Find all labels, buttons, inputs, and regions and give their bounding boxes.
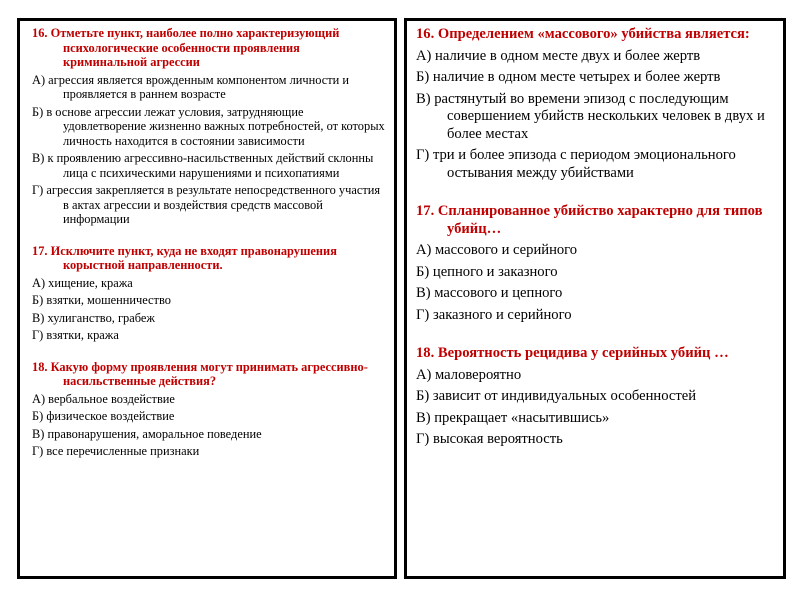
right-q17-answer-c: В) массового и цепного: [416, 285, 563, 301]
right-q16-answer-c: В) растянутый во времени эпизод с последующим совершением убийств нескольких человек в двух и более местах: [416, 90, 765, 142]
right-q16-answer-b: Б) наличие в одном месте четырех и более жертв: [416, 69, 721, 85]
right-q16-question: 16. Определением «массового» убийства является:: [416, 26, 750, 42]
right-q16-answer-d: Г) три и более эпизода с периодом эмоционального остывания между убийствами: [416, 147, 736, 181]
right-q17-answer-d: Г) заказного и серийного: [416, 306, 572, 323]
left-q17-answer-d: Г) взятки, кража: [32, 328, 119, 342]
right-q16-answer-a: А) наличие в одном месте двух и более жертв: [416, 47, 701, 64]
right-q18-answer-a: А) маловероятно: [416, 366, 522, 383]
left-q18-question: 18. Какую форму проявления могут принимать агрессивно-насильственные действия?: [32, 359, 368, 388]
left-q18-answer-c: В) правонарушения, аморальное поведение: [32, 426, 262, 441]
right-q18-answer-b: Б) зависит от индивидуальных особенностей: [416, 388, 697, 404]
left-q17-question: 17. Исключите пункт, куда не входят правонарушения корыстной направленности.: [32, 243, 337, 272]
left-q16-answer-a: А) агрессия является врожденным компонентом личности и проявляется в раннем возрасте: [32, 72, 350, 101]
left-q18-answer-d: Г) все перечисленные признаки: [32, 444, 200, 458]
left-q17-answer-a: А) хищение, кража: [32, 275, 133, 290]
right-q18-answer-c: В) прекращает «насытившись»: [416, 409, 610, 426]
left-q16-answer-c: В) к проявлению агрессивно-насильственных действий склонны лица с психическими нарушениями и психопатиями: [32, 151, 374, 180]
left-question-panel: [17, 18, 397, 579]
left-q17-answer-b: Б) взятки, мошенничество: [32, 293, 171, 307]
left-q18-answer-a: А) вербальное воздействие: [32, 391, 175, 406]
left-q18-answer-b: Б) физическое воздействие: [32, 409, 175, 423]
left-q16-question: 16. Отметьте пункт, наиболее полно характеризующий психологические особенности проявления криминальной агрессии: [32, 26, 340, 69]
right-q17-answer-b: Б) цепного и заказного: [416, 263, 558, 280]
right-question-panel: [404, 18, 786, 579]
left-q17-answer-c: В) хулиганство, грабеж: [32, 310, 155, 325]
left-q16-answer-d: Г) агрессия закрепляется в результате непосредственного участия в актах агрессии и воздействия средств массовой информации: [32, 183, 381, 226]
left-q16-answer-b: Б) в основе агрессии лежат условия, затрудняющие удовлетворение жизненно важных потребностей, от которых личность находится в состоянии зависимости: [32, 104, 385, 148]
right-q17-question: 17. Спланированное убийство характерно для типов убийц…: [416, 203, 763, 237]
right-q17-answer-a: А) массового и серийного: [416, 242, 578, 258]
right-q18-question: 18. Вероятность рецидива у серийных убийц …: [416, 345, 729, 361]
right-q18-answer-d: Г) высокая вероятность: [416, 431, 563, 447]
